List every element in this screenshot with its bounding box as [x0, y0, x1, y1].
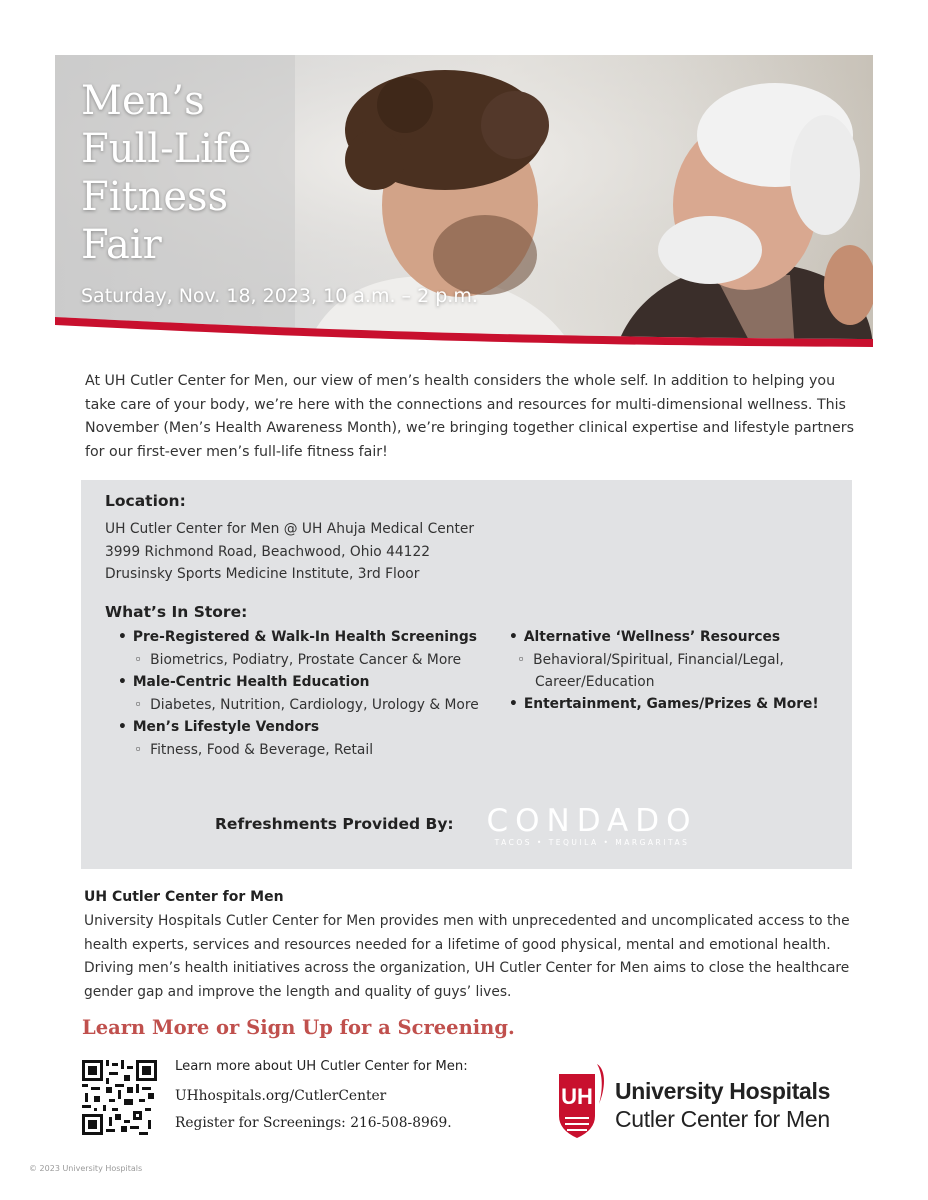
event-details-box [81, 480, 852, 869]
offering-detail-line: ◦ Behavioral/Spiritual, Financial/Legal, [535, 649, 819, 671]
hero-banner [55, 55, 873, 352]
university-hospitals-logo [555, 1060, 855, 1142]
address-line: Drusinsky Sports Medicine Institute, 3rd Floor [105, 566, 420, 582]
logo-name: University Hospitals [615, 1078, 831, 1104]
location-address [105, 518, 474, 586]
offering-detail: ◦ Diabetes, Nutrition, Cardiology, Urology & More [118, 694, 479, 717]
about-title: UH Cutler Center for Men [84, 889, 284, 905]
offering-detail [509, 649, 819, 693]
register-phone[interactable]: Register for Screenings: 216-508-8969. [175, 1115, 452, 1131]
qr-code[interactable] [82, 1060, 157, 1135]
offering-item: • Alternative ‘Wellness’ Resources [509, 626, 819, 649]
offering-item: • Entertainment, Games/Prizes & More! [509, 693, 819, 716]
contact-block [175, 1057, 468, 1133]
uh-mark-text: UH [561, 1084, 593, 1109]
event-title-line: Fair [81, 222, 162, 268]
cta-heading: Learn More or Sign Up for a Screening. [82, 1016, 515, 1039]
offering-detail: ◦ Fitness, Food & Beverage, Retail [118, 739, 479, 762]
event-title [81, 77, 341, 269]
copyright: © 2023 University Hospitals [29, 1164, 143, 1173]
location-heading: Location: [105, 492, 186, 510]
refreshments-label: Refreshments Provided By: [215, 815, 454, 833]
sponsor-logo [467, 805, 717, 847]
offerings-left-column [118, 626, 479, 761]
about-paragraph: University Hospitals Cutler Center for Men provides men with unprecedented and uncomplicated access to the health experts, services and resources needed for a lifetime of good physical, mental and emotional health. Driving men’s health initiatives across the organization, UH Cutler Center for Men aims to close the healthcare gender gap and improve the length and quality of guys’ lives. [84, 913, 850, 1000]
sponsor-name: CONDADO [486, 803, 698, 839]
offerings-right-column [509, 626, 819, 715]
uh-shield-icon [555, 1060, 610, 1142]
offering-item: • Pre-Registered & Walk-In Health Screenings [118, 626, 479, 649]
intro-paragraph: At UH Cutler Center for Men, our view of men’s health considers the whole self. In addition to helping you take care of your body, we’re here with the connections and resources for multi-dimensional wellness. This November (Men’s Health Awareness Month), we’re bringing together clinical expertise and lifestyle partners for our first-ever men’s full-life fitness fair! [85, 373, 854, 460]
offering-detail: ◦ Biometrics, Podiatry, Prostate Cancer & More [118, 649, 479, 672]
offering-item: • Men’s Lifestyle Vendors [118, 716, 479, 739]
sponsor-tagline: TACOS • TEQUILA • MARGARITAS [494, 838, 690, 847]
address-line: 3999 Richmond Road, Beachwood, Ohio 44122 [105, 543, 430, 560]
logo-subtitle: Cutler Center for Men [615, 1106, 830, 1132]
event-title-line: Full-Life [81, 126, 252, 172]
event-title-line: Men’s [81, 78, 205, 124]
offering-item: • Male-Centric Health Education [118, 671, 479, 694]
website-link[interactable]: UHhospitals.org/CutlerCenter [175, 1088, 387, 1104]
contact-lead: Learn more about UH Cutler Center for Men: [175, 1059, 468, 1074]
whats-in-store-heading: What’s In Store: [105, 603, 248, 621]
offering-detail-line: Career/Education [535, 673, 655, 690]
address-line: UH Cutler Center for Men @ UH Ahuja Medical Center [105, 521, 475, 537]
event-date: Saturday, Nov. 18, 2023, 10 a.m. – 2 p.m. [81, 285, 478, 307]
event-title-line: Fitness [81, 174, 229, 220]
